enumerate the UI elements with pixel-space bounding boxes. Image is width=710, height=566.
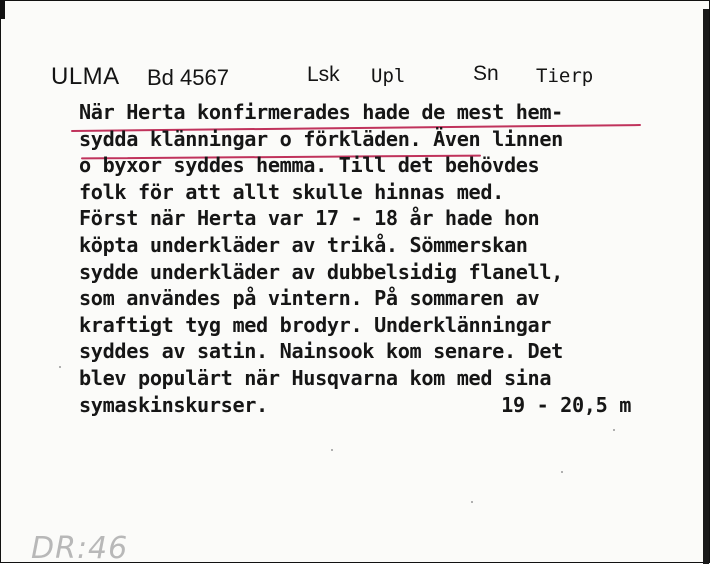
paper-speck [471,501,473,503]
card-body-text [79,99,659,418]
last-line-text: symaskinskurser. [79,392,268,417]
card-header [1,61,701,95]
text-line: Först när Herta var 17 - 18 år hade hon [79,206,540,231]
paper-speck [561,471,563,473]
text-line: syddes av satin. Nainsook kom senare. Det [79,339,563,364]
text-line: som användes på vintern. På sommaren av [79,286,540,311]
parish-value: Tierp [536,65,594,87]
corner-mark [1,1,5,19]
province-value: Upl [371,65,406,87]
card-edge-shadow [703,9,709,564]
archive-code: ULMA [51,63,120,90]
paper-speck [331,449,333,451]
text-line: När Herta konfirmerades hade de mest hem- [79,100,563,124]
text-line: sydde underkläder av dubbelsidig flanell, [79,259,563,284]
text-line: sydda klänningar o förkläden. Även linnen [79,126,563,151]
text-line: folk för att allt skulle hinnas med. [79,179,504,204]
text-line: o byxor syddes hemma. Till det behövdes [79,153,540,178]
text-line: köpta underkläder av trikå. Sömmerskan [79,232,528,257]
paper-speck [59,366,61,368]
archive-stamp: DR:46 [31,531,129,566]
parish-label: Sn [473,62,499,85]
measurement: 19 - 20,5 m [501,392,631,417]
volume-number: Bd 4567 [147,65,229,90]
text-line: kraftigt tyg med brodyr. Underklänningar [79,312,552,337]
paper-speck [613,429,615,431]
province-label: Lsk [307,63,340,86]
text-line: blev populärt när Husqvarna kom med sina [79,365,552,390]
text-line-last [79,392,659,419]
